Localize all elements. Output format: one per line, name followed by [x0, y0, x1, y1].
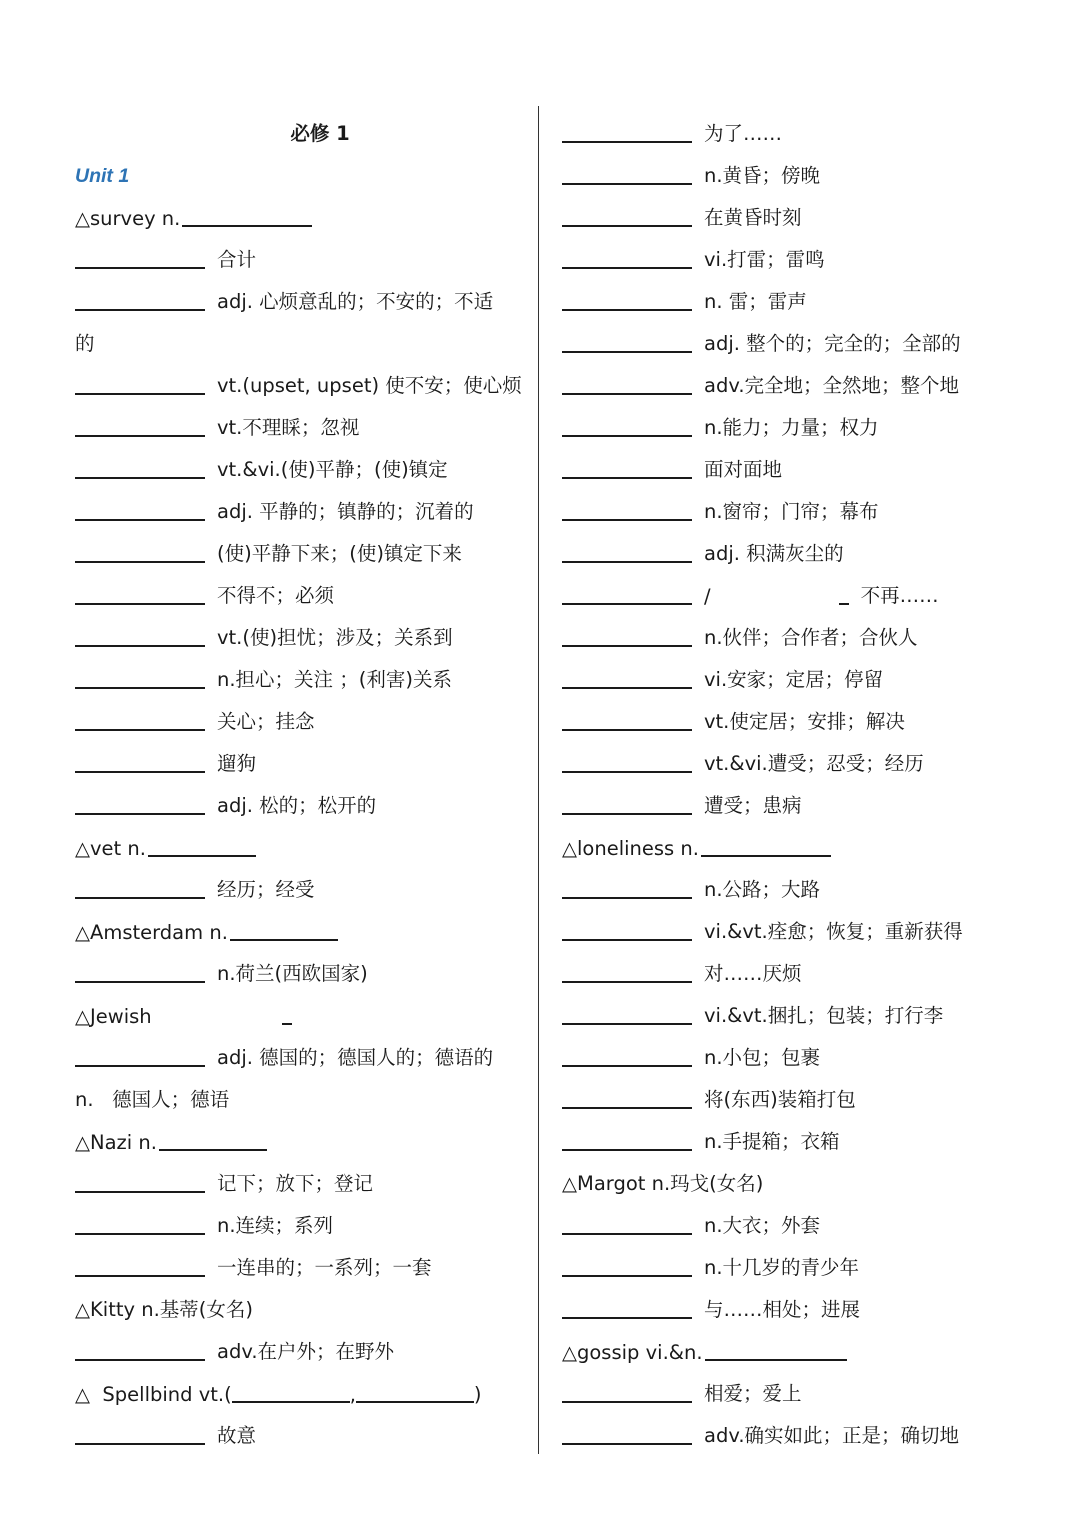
vocab-meaning: n.黄昏；傍晚 — [704, 164, 821, 187]
vocab-meaning: n.公路；大路 — [704, 878, 821, 901]
vocab-meaning-wrap: n. 德国人；德语 — [75, 1088, 230, 1111]
term-survey: △survey n. — [75, 207, 181, 230]
vocab-meaning: adv.确实如此；正是；确切地 — [704, 1424, 960, 1447]
comma: , — [349, 1383, 356, 1406]
answer-blank[interactable] — [75, 645, 205, 647]
term-jewish: △Jewish — [75, 1005, 152, 1028]
vocab-row — [562, 1200, 1042, 1242]
answer-blank[interactable] — [75, 1443, 205, 1445]
right-column — [562, 108, 1042, 1452]
vocab-row — [562, 1074, 1042, 1116]
vocab-meaning: n.连续；系列 — [217, 1214, 334, 1237]
vocab-meaning: 一连串的；一系列；一套 — [217, 1256, 432, 1279]
vocab-meaning: 对……厌烦 — [704, 962, 802, 985]
answer-blank[interactable] — [562, 183, 692, 185]
vocab-row-margot — [562, 1158, 1042, 1200]
answer-blank[interactable] — [282, 1023, 292, 1025]
vocab-meaning: 在黄昏时刻 — [704, 206, 802, 229]
vocab-meaning-wrap: 的 — [75, 332, 95, 355]
vocab-row — [75, 402, 525, 444]
term-amsterdam: △Amsterdam n. — [75, 921, 228, 944]
answer-blank[interactable] — [562, 603, 692, 605]
vocab-row-wrap — [75, 1074, 525, 1116]
page-title: 必修 1 — [290, 122, 350, 145]
vocab-row — [562, 402, 1042, 444]
answer-blank[interactable] — [75, 561, 205, 563]
vocab-row — [562, 696, 1042, 738]
vocab-row — [562, 906, 1042, 948]
vocab-row — [562, 234, 1042, 276]
vocab-meaning: n.伙伴；合作者；合伙人 — [704, 626, 918, 649]
vocab-row-vet — [75, 822, 525, 864]
vocab-meaning: 遛狗 — [217, 752, 257, 775]
vocab-row — [562, 150, 1042, 192]
answer-blank[interactable] — [562, 393, 692, 395]
answer-blank[interactable] — [562, 1443, 692, 1445]
vocab-meaning: 合计 — [217, 248, 257, 271]
term-vet: △vet n. — [75, 837, 146, 860]
vocab-row — [75, 276, 525, 318]
answer-blank[interactable] — [75, 435, 205, 437]
term-kitty: △Kitty n.基蒂(女名) — [75, 1298, 254, 1321]
vocab-meaning: adj. 德国的；德国人的；德语的 — [217, 1046, 494, 1069]
vocab-meaning: 故意 — [217, 1424, 257, 1447]
vocab-meaning: adj. 积满灰尘的 — [704, 542, 844, 565]
answer-blank[interactable] — [75, 267, 205, 269]
vocab-meaning: n.能力；力量；权力 — [704, 416, 879, 439]
vocab-row — [75, 738, 525, 780]
term-loneliness: △loneliness n. — [562, 837, 699, 860]
vocab-meaning: vt.&vi.(使)平静；(使)镇定 — [217, 458, 448, 481]
answer-blank[interactable] — [75, 813, 205, 815]
vocab-row-spellbind — [75, 1368, 525, 1410]
term-gossip: △gossip vi.&n. — [562, 1341, 703, 1364]
answer-blank[interactable] — [232, 1401, 350, 1403]
answer-blank[interactable] — [562, 1065, 692, 1067]
term-spellbind: △ Spellbind vt.( — [75, 1383, 232, 1406]
vocab-row — [75, 486, 525, 528]
answer-blank[interactable] — [75, 309, 205, 311]
answer-blank[interactable] — [562, 225, 692, 227]
vocab-meaning: n.担心；关注 ；(利害)关系 — [217, 668, 452, 691]
vocab-row-gossip — [562, 1326, 1042, 1368]
close-paren: ) — [473, 1383, 482, 1406]
vocab-row-wrap — [75, 318, 525, 360]
answer-blank[interactable] — [562, 309, 692, 311]
answer-blank[interactable] — [562, 1401, 692, 1403]
vocab-row — [562, 1116, 1042, 1158]
answer-blank[interactable] — [562, 1233, 692, 1235]
vocab-meaning: adj. 整个的；完全的；全部的 — [704, 332, 961, 355]
vocab-meaning: 不得不；必须 — [217, 584, 335, 607]
answer-blank[interactable] — [562, 729, 692, 731]
vocab-row — [562, 108, 1042, 150]
vocab-meaning: vi.安家；定居；停留 — [704, 668, 884, 691]
vocab-row-amsterdam — [75, 906, 525, 948]
answer-blank[interactable] — [182, 225, 312, 227]
answer-blank[interactable] — [230, 939, 338, 941]
answer-blank[interactable] — [562, 897, 692, 899]
vocab-meaning: n. 雷；雷声 — [704, 290, 807, 313]
answer-blank[interactable] — [75, 1275, 205, 1277]
answer-blank[interactable] — [75, 1065, 205, 1067]
vocab-row — [562, 1368, 1042, 1410]
answer-blank[interactable] — [75, 1233, 205, 1235]
vocab-meaning: adv.完全地；全然地；整个地 — [704, 374, 960, 397]
vocab-row-survey — [75, 192, 525, 234]
answer-blank[interactable] — [701, 855, 831, 857]
answer-blank[interactable] — [562, 351, 692, 353]
vocab-meaning: 遭受；患病 — [704, 794, 802, 817]
vocab-meaning: 关心；挂念 — [217, 710, 315, 733]
vocab-row — [75, 1200, 525, 1242]
vocab-row — [75, 1326, 525, 1368]
vocab-meaning: adj. 松的；松开的 — [217, 794, 377, 817]
vocab-row-kitty — [75, 1284, 525, 1326]
vocab-row — [75, 612, 525, 654]
answer-blank[interactable] — [562, 561, 692, 563]
vocab-meaning: n.荷兰(西欧国家) — [217, 962, 368, 985]
vocab-row — [75, 1242, 525, 1284]
vocab-row — [562, 444, 1042, 486]
vocab-meaning: 为了…… — [704, 122, 783, 145]
vocab-meaning: adj. 心烦意乱的；不安的；不适 — [217, 290, 494, 313]
vocab-row — [562, 780, 1042, 822]
vocab-meaning: 记下；放下；登记 — [217, 1172, 374, 1195]
unit-heading: Unit 1 — [75, 165, 130, 187]
answer-blank[interactable] — [75, 981, 205, 983]
answer-blank[interactable] — [562, 771, 692, 773]
vocab-row-jewish — [75, 990, 525, 1032]
vocab-row — [562, 486, 1042, 528]
vocab-meaning: 不再…… — [860, 584, 939, 607]
answer-blank[interactable] — [562, 981, 692, 983]
answer-blank[interactable] — [159, 1149, 267, 1151]
vocab-row-loneliness — [562, 822, 1042, 864]
answer-blank[interactable] — [562, 477, 692, 479]
vocab-row — [562, 318, 1042, 360]
vocab-meaning: n.十几岁的青少年 — [704, 1256, 860, 1279]
vocab-row — [562, 1284, 1042, 1326]
vocab-row — [75, 654, 525, 696]
vocab-row — [562, 1410, 1042, 1452]
answer-blank[interactable] — [562, 1107, 692, 1109]
vocab-row — [562, 738, 1042, 780]
vocab-row — [75, 360, 525, 402]
vocab-row — [562, 990, 1042, 1032]
vocab-meaning: vi.&vt.捆扎；包装；打行李 — [704, 1004, 944, 1027]
answer-blank[interactable] — [75, 1359, 205, 1361]
answer-blank[interactable] — [562, 267, 692, 269]
answer-blank[interactable] — [562, 1023, 692, 1025]
vocab-meaning: 面对面地 — [704, 458, 783, 481]
vocab-row-nazi — [75, 1116, 525, 1158]
vocab-row — [75, 948, 525, 990]
slash: / — [704, 585, 711, 608]
answer-blank[interactable] — [562, 1317, 692, 1319]
vocab-meaning: vi.&vt.痊愈；恢复；重新获得 — [704, 920, 963, 943]
vocab-row — [562, 654, 1042, 696]
vocab-row — [75, 864, 525, 906]
answer-blank[interactable] — [562, 1149, 692, 1151]
vocab-row — [562, 276, 1042, 318]
answer-blank[interactable] — [75, 603, 205, 605]
term-margot: △Margot n.玛戈(女名) — [562, 1172, 764, 1195]
vocab-meaning: 与……相处；进展 — [704, 1298, 861, 1321]
answer-blank[interactable] — [562, 435, 692, 437]
answer-blank[interactable] — [75, 393, 205, 395]
vocab-row — [75, 1032, 525, 1074]
vocab-meaning: 相爱；爱上 — [704, 1382, 802, 1405]
column-divider — [538, 106, 539, 1454]
vocab-row — [562, 528, 1042, 570]
vocab-meaning: n.大衣；外套 — [704, 1214, 821, 1237]
vocab-meaning: vt.(upset, upset) 使不安；使心烦 — [217, 374, 522, 397]
vocab-row — [75, 234, 525, 276]
answer-blank[interactable] — [75, 771, 205, 773]
answer-blank[interactable] — [562, 141, 692, 143]
vocab-row — [75, 780, 525, 822]
vocab-row — [562, 612, 1042, 654]
answer-blank[interactable] — [75, 729, 205, 731]
answer-blank[interactable] — [562, 645, 692, 647]
vocab-meaning: vi.打雷；雷鸣 — [704, 248, 825, 271]
vocab-meaning: vt.使定居；安排；解决 — [704, 710, 905, 733]
vocab-row — [75, 1410, 525, 1452]
vocab-row — [562, 948, 1042, 990]
answer-blank[interactable] — [562, 939, 692, 941]
vocab-meaning: n.手提箱；衣箱 — [704, 1130, 840, 1153]
vocab-row — [75, 528, 525, 570]
vocab-row — [75, 1158, 525, 1200]
vocab-row — [75, 696, 525, 738]
vocab-meaning: adj. 平静的；镇静的；沉着的 — [217, 500, 474, 523]
vocab-row — [75, 444, 525, 486]
vocab-meaning: vt.不理睬；忽视 — [217, 416, 360, 439]
answer-blank[interactable] — [562, 1275, 692, 1277]
vocab-row — [75, 570, 525, 612]
vocab-row — [562, 360, 1042, 402]
vocab-row — [562, 1032, 1042, 1074]
answer-blank[interactable] — [562, 687, 692, 689]
vocab-row-no-longer — [562, 570, 1042, 612]
answer-blank[interactable] — [75, 477, 205, 479]
answer-blank[interactable] — [75, 1191, 205, 1193]
vocab-meaning: vt.(使)担忧；涉及；关系到 — [217, 626, 453, 649]
answer-blank[interactable] — [148, 855, 256, 857]
vocab-row — [562, 192, 1042, 234]
vocab-row — [562, 1242, 1042, 1284]
vocab-meaning: 将(东西)装箱打包 — [704, 1088, 856, 1111]
vocab-meaning: (使)平静下来；(使)镇定下来 — [217, 542, 462, 565]
vocab-meaning: n.窗帘；门帘；幕布 — [704, 500, 879, 523]
answer-blank[interactable] — [75, 687, 205, 689]
answer-blank[interactable] — [562, 813, 692, 815]
vocab-meaning: 经历；经受 — [217, 878, 315, 901]
answer-blank[interactable] — [705, 1359, 847, 1361]
vocab-meaning: vt.&vi.遭受；忍受；经历 — [704, 752, 924, 775]
left-column — [75, 108, 525, 1452]
answer-blank[interactable] — [562, 519, 692, 521]
vocab-row — [562, 864, 1042, 906]
answer-blank[interactable] — [356, 1401, 474, 1403]
answer-blank[interactable] — [75, 897, 205, 899]
answer-blank[interactable] — [75, 519, 205, 521]
vocab-meaning: adv.在户外；在野外 — [217, 1340, 395, 1363]
vocab-meaning: n.小包；包裹 — [704, 1046, 821, 1069]
answer-blank[interactable] — [839, 603, 849, 605]
term-nazi: △Nazi n. — [75, 1131, 157, 1154]
